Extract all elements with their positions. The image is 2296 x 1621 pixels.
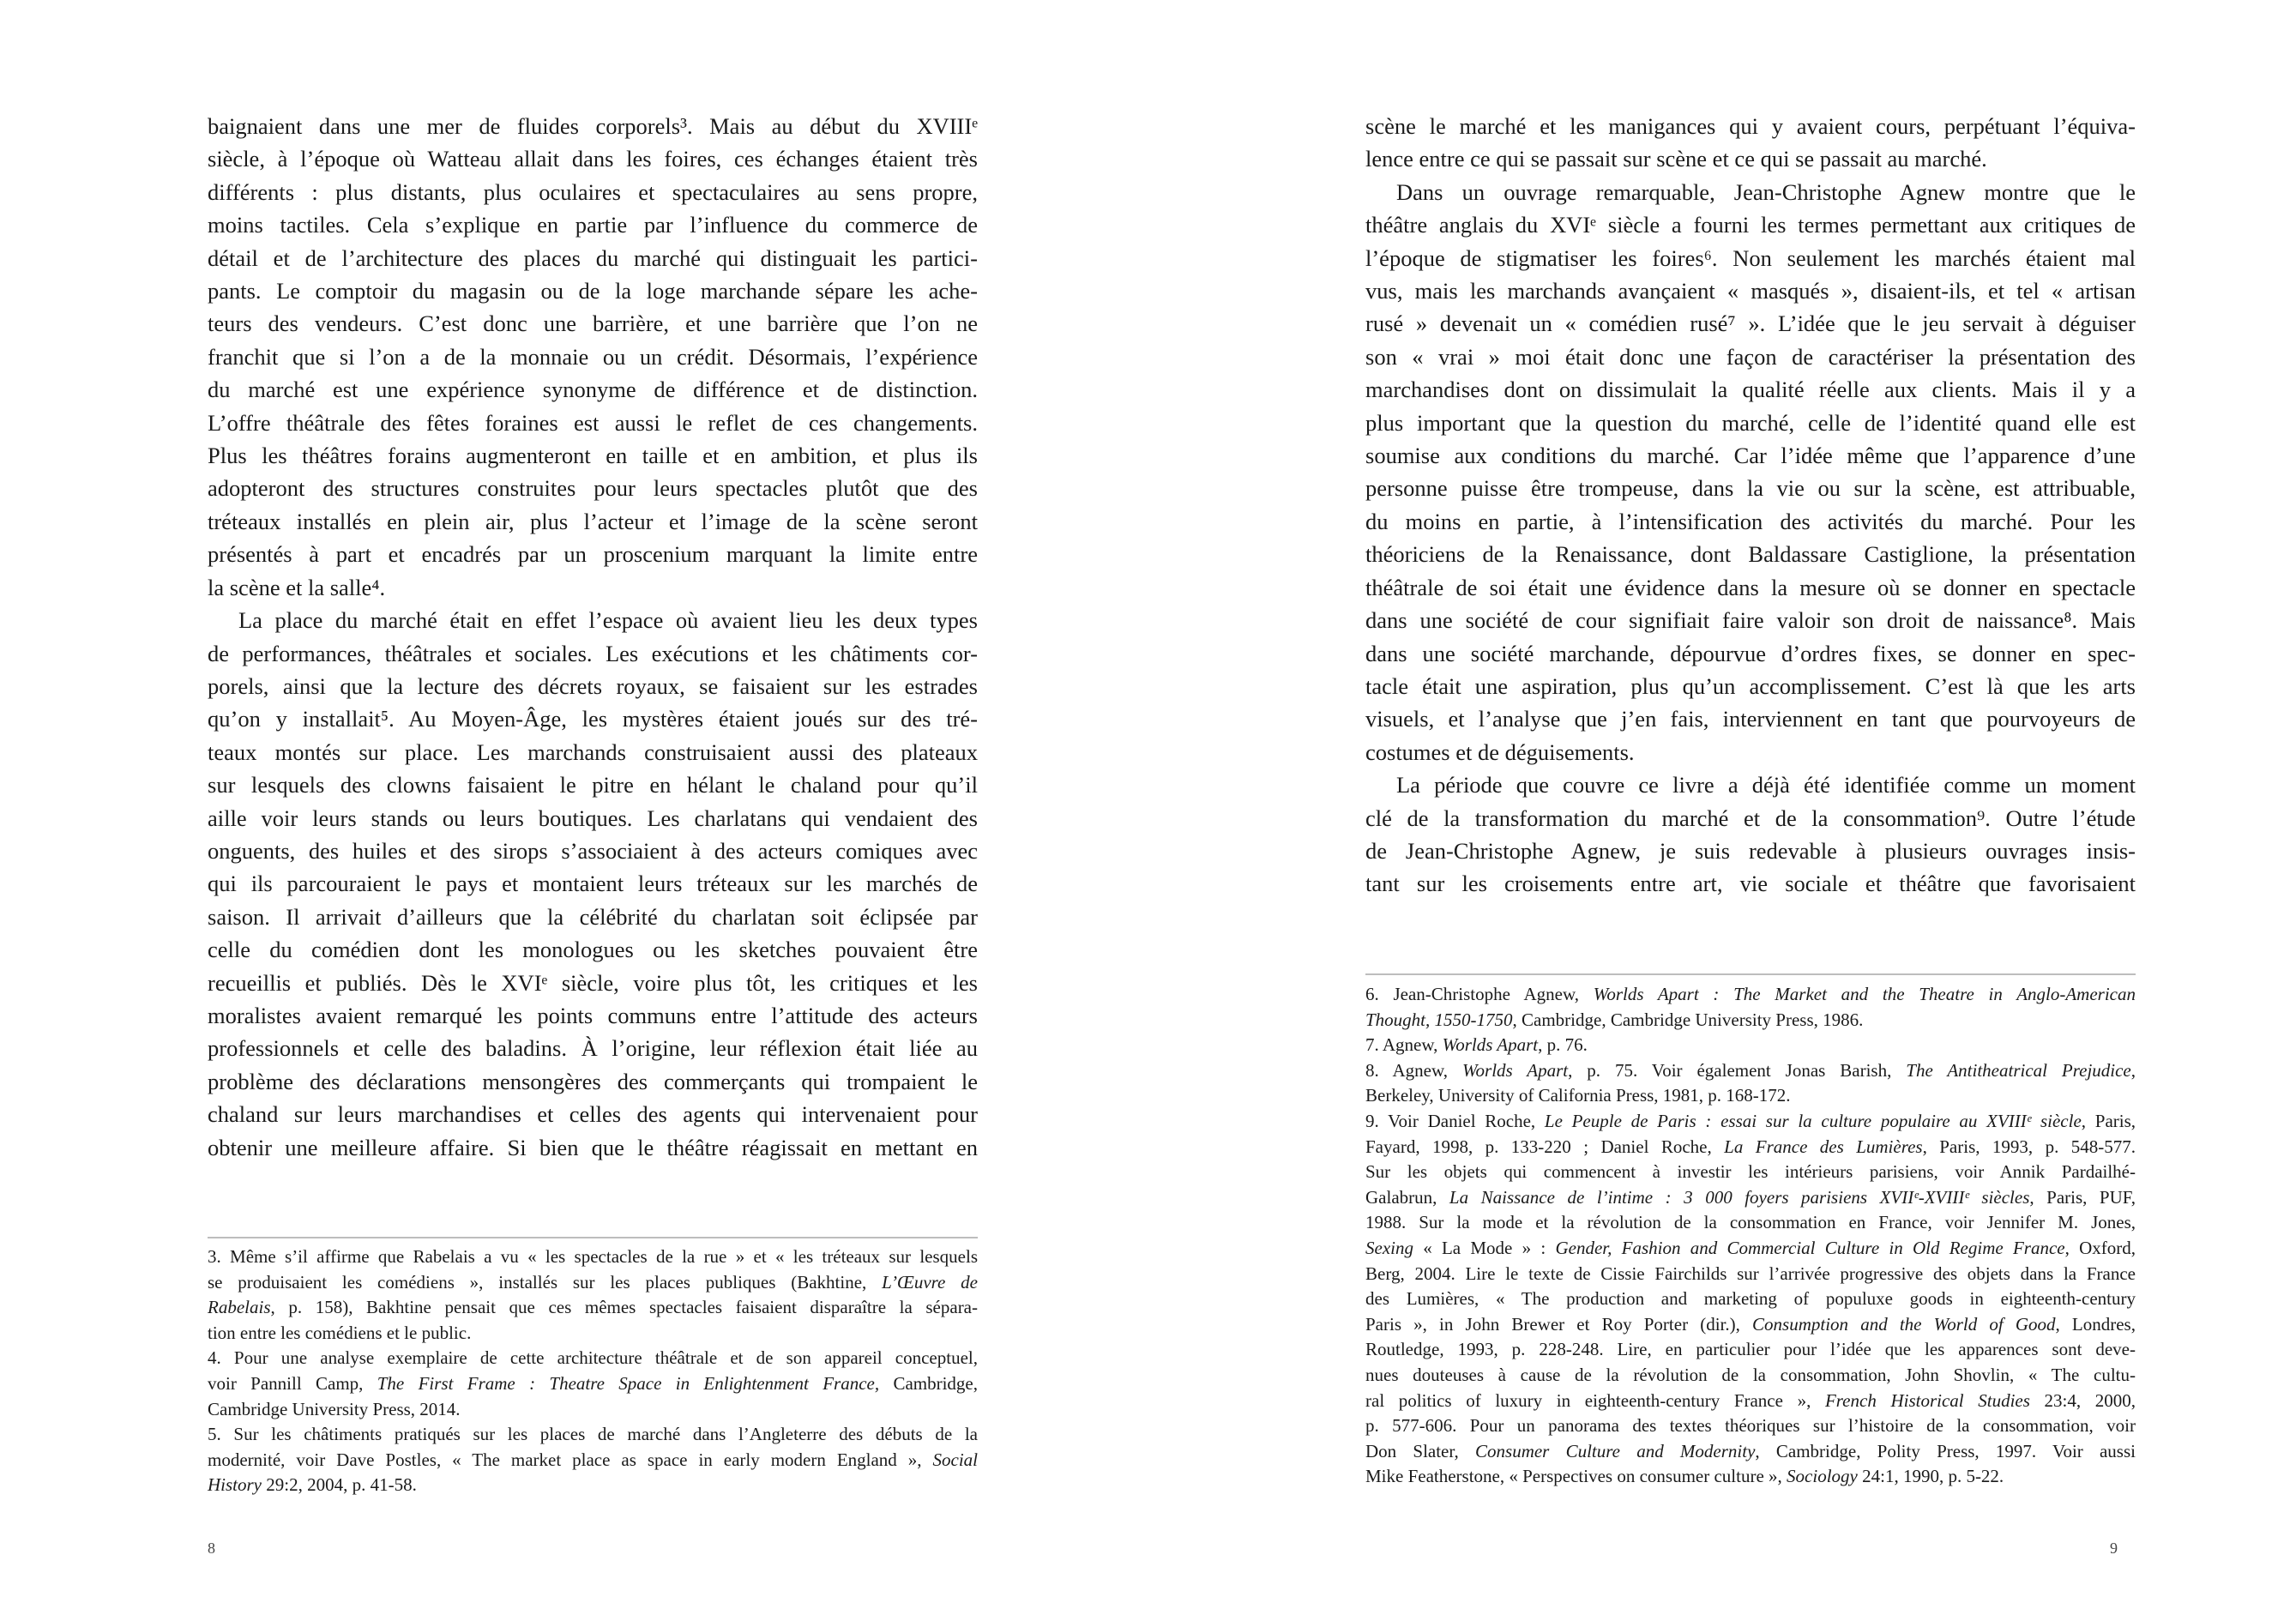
footnote-text: Mike Featherstone, « Perspectives on consumer culture »,: [1365, 1466, 1787, 1487]
text-line: baignaient dans une mer de fluides corporels³. Mais au début du XVIIIᵉ: [208, 113, 978, 139]
text-line: différents : plus distants, plus oculaires et spectaculaires au sens propre,: [208, 178, 978, 205]
footnote-line: [1365, 1413, 2136, 1439]
footnote-line: [208, 1244, 978, 1270]
footnote-line: [208, 1473, 978, 1498]
right-page: [1148, 0, 2295, 1621]
footnote-line: [208, 1295, 978, 1321]
footnote-line: [208, 1448, 978, 1473]
text-line: qui ils parcouraient le pays et montaient leurs tréteaux sur les marchés de: [208, 871, 978, 897]
footnote-line: [208, 1346, 978, 1371]
footnote-line: [1365, 1389, 2136, 1414]
footnote-line: [208, 1397, 978, 1423]
footnote-title: Worlds Apart: [1442, 1034, 1539, 1056]
footnote-title: Thought, 1550-1750: [1365, 1009, 1513, 1030]
footnote-text: Sur les objets qui commencent à investir les intérieurs parisiens, voir Annik Pardailhé-: [1365, 1161, 2136, 1183]
text-line: présentés à part et encadrés par un proscenium marquant la limite entre: [208, 541, 978, 568]
footnote-text: des Lumières, « The production and marketing of populuxe goods in eighteenth-century: [1365, 1288, 2136, 1310]
footnote-title: Worlds Apart : The Market and the Theatre in Anglo-American: [1593, 984, 2136, 1004]
text-line: son « vrai » moi était donc une façon de caractériser la présentation des: [1365, 343, 2136, 370]
footnote-divider: [208, 1237, 978, 1238]
footnote: [1365, 1109, 2136, 1490]
text-line: lence entre ce qui se passait sur scène et ce qui se passait au marché.: [1365, 146, 1987, 172]
footnote-text: Berkeley, University of California Press, 1981, p. 168-172.: [1365, 1085, 1791, 1106]
footnote-line: [1365, 1058, 2136, 1084]
text-line: saison. Il arrivait d’ailleurs que la célébrité du charlatan soit éclipsée par: [208, 903, 978, 930]
text-line: clé de la transformation du marché et de la consommation⁹. Outre l’étude: [1365, 804, 2136, 831]
footnote-title: Sexing: [1365, 1237, 1413, 1258]
text-line: La période que couvre ce livre a déjà été identifiée comme un moment: [1396, 772, 2136, 798]
footnote-title: Le Peuple de Paris : essai sur la culture populaire au XVIIIᵉ siècle: [1544, 1110, 2082, 1131]
text-line: aille voir leurs stands ou leurs boutiques. Les charlatans qui vendaient des: [208, 804, 978, 831]
footnote-text: 8. Agnew,: [1365, 1059, 1462, 1081]
footnote-line: [1365, 1363, 2136, 1389]
paragraph: [1365, 768, 2136, 901]
paragraph: [1365, 110, 2136, 176]
text-line: teurs des vendeurs. C’est donc une barrière, et une barrière que l’on ne: [208, 310, 978, 337]
footnote-text: , Oxford,: [2064, 1237, 2136, 1258]
footnote-line: [208, 1422, 978, 1448]
text-line: Dans un ouvrage remarquable, Jean-Christophe Agnew montre que le: [1396, 178, 2136, 205]
footnote-text: , p. 158), Bakhtine pensait que ces mêmes spectacles faisaient disparaître la sépara-: [270, 1297, 978, 1318]
text-line: marchandises dont on dissimulait la qualité réelle aux clients. Mais il y a: [1365, 377, 2136, 403]
text-line: celle du comédien dont les monologues ou les sketches pouvaient être: [208, 937, 978, 963]
paragraph: [208, 604, 978, 1164]
text-line: du marché est une expérience synonyme de différence et de distinction.: [208, 377, 978, 403]
footnote-line: [208, 1270, 978, 1296]
footnote-text: Berg, 2004. Lire le texte de Cissie Fairchilds sur l’arrivée progressive des objets dans la France: [1365, 1262, 2136, 1284]
page-number: 8: [208, 1540, 215, 1557]
text-line: porels, ainsi que la lecture des décrets royaux, se faisaient sur les estrades: [208, 672, 978, 699]
text-line: costumes et de déguisements.: [1365, 738, 1635, 765]
footnote: [208, 1346, 978, 1422]
text-line: obtenir une meilleure affaire. Si bien que le théâtre réagissait en mettant en: [208, 1134, 978, 1160]
left-footnotes: [208, 1244, 978, 1498]
text-line: professionnels et celle des baladins. À l’origine, leur réflexion était liée au: [208, 1035, 978, 1062]
footnote-text: Routledge, 1993, p. 228-248. Lire, en particulier pour l’idée que les apparences sont deve-: [1365, 1339, 2136, 1360]
footnote-text: voir Pannill Camp,: [208, 1372, 377, 1394]
footnote-text: , Paris, 1993, p. 548-577.: [1922, 1136, 2136, 1157]
footnote-text: nues douteuses à cause de la révolution de la consommation, John Shovlin, « The cultu-: [1365, 1364, 2136, 1385]
footnote-line: [1365, 1312, 2136, 1338]
text-line: rusé » devenait un « comédien rusé⁷ ». L’idée que le jeu servait à déguiser: [1365, 310, 2136, 337]
text-line: franchit que si l’on a de la monnaie ou un crédit. Désormais, l’expérience: [208, 343, 978, 370]
footnote-line: [1365, 1287, 2136, 1312]
footnote-line: [1365, 1109, 2136, 1135]
footnote-text: modernité, voir Dave Postles, « The market place as space in early modern England »,: [208, 1449, 933, 1470]
text-line: tréteaux installés en plein air, plus l’acteur et l’image de la scène seront: [208, 508, 978, 534]
footnote-text: 29:2, 2004, p. 41-58.: [262, 1474, 417, 1496]
footnote-title: Sociology: [1787, 1466, 1858, 1487]
paragraph: [1365, 176, 2136, 768]
footnote-text: 4. Pour une analyse exemplaire de cette architecture théâtrale et de son appareil conceptuel,: [208, 1347, 978, 1369]
text-line: problème des déclarations mensongères des commerçants qui trompaient le: [208, 1068, 978, 1094]
footnote-line: [1365, 1337, 2136, 1363]
footnote-text: « La Mode » :: [1413, 1237, 1556, 1258]
text-line: onguents, des huiles et des sirops s’associaient à des acteurs comiques avec: [208, 837, 978, 864]
footnote-title: La France des Lumières: [1724, 1136, 1923, 1157]
footnote-line: [1365, 1439, 2136, 1465]
right-body-text: [1365, 110, 2136, 901]
footnote-text: Paris », in John Brewer et Roy Porter (dir.),: [1365, 1313, 1753, 1335]
text-line: de performances, théâtrales et sociales. Les exécutions et les châtiments cor-: [208, 640, 978, 666]
footnote-text: tion entre les comédiens et le public.: [208, 1322, 472, 1343]
footnote-title: La Naissance de l’intime : 3 000 foyers parisiens XVIIᵉ-XVIIIᵉ siècles: [1449, 1186, 2030, 1208]
text-line: théoriciens de la Renaissance, dont Baldassare Castiglione, la présentation: [1365, 541, 2136, 568]
footnote: [1365, 1033, 2136, 1058]
footnote-title: Rabelais: [208, 1297, 271, 1318]
footnote-line: [1365, 1236, 2136, 1262]
text-line: tant sur les croisements entre art, vie sociale et théâtre que favorisaient: [1365, 871, 2136, 897]
footnote-text: p. 577-606. Pour un panorama des textes théoriques sur l’histoire de la consommation, voir: [1365, 1415, 2136, 1437]
text-line: théâtrale de soi était une évidence dans la mesure où se donner en spectacle: [1365, 574, 2136, 600]
footnote-text: , Cambridge, Cambridge University Press, 1986.: [1512, 1009, 1864, 1030]
text-line: dans une société de cour signifiait faire valoir son droit de naissance⁸. Mais: [1365, 607, 2136, 634]
footnote-title: The First Frame : Theatre Space in Enlightenment France,: [377, 1372, 880, 1394]
footnote-line: [208, 1371, 978, 1397]
footnote-title: Worlds Apart: [1461, 1059, 1569, 1081]
text-line: plus important que la question du marché, celle de l’identité quand elle est: [1365, 409, 2136, 436]
footnote-text: , Cambridge, Polity Press, 1997. Voir aussi: [1755, 1440, 2136, 1461]
text-line: théâtre anglais du XVIᵉ siècle a fourni les termes permettant aux critiques de: [1365, 212, 2136, 238]
paragraph: [208, 110, 978, 604]
footnote-divider: [1365, 973, 2136, 975]
footnote-title: Consumer Culture and Modernity: [1475, 1440, 1756, 1461]
text-line: du moins en partie, à l’intensification des activités du marché. Pour les: [1365, 508, 2136, 534]
text-line: soumise aux conditions du marché. Car l’idée même que l’apparence d’une: [1365, 443, 2136, 469]
footnote-text: 6. Jean-Christophe Agnew,: [1365, 984, 1594, 1004]
text-line: qu’on y installait⁵. Au Moyen-Âge, les mystères étaient joués sur des tré-: [208, 706, 978, 732]
text-line: sur lesquels des clowns faisaient le pitre en hélant le chaland pour qu’il: [208, 772, 978, 798]
text-line: dans une société marchande, dépourvue d’ordres fixes, se donner en spec-: [1365, 640, 2136, 666]
text-line: visuels, et l’analyse que j’en fais, interviennent en tant que pourvoyeurs de: [1365, 706, 2136, 732]
footnote-line: [1365, 1083, 2136, 1109]
footnote-text: 24:1, 1990, p. 5-22.: [1857, 1466, 2004, 1487]
footnote-text: 3. Même s’il affirme que Rabelais a vu « les spectacles de la rue » et « les tréteaux sur lesquels: [208, 1246, 978, 1267]
footnote-title: Gender, Fashion and Commercial Culture in Old Regime France: [1555, 1237, 2065, 1258]
footnote-title: The Antitheatrical Prejudice: [1906, 1059, 2131, 1081]
footnote-title: Social: [932, 1449, 978, 1470]
right-footnotes: [1365, 982, 2136, 1490]
footnote-text: , p. 75. Voir également Jonas Barish,: [1568, 1059, 1907, 1081]
footnote-title: History: [208, 1474, 262, 1496]
footnote-text: , p. 76.: [1538, 1034, 1588, 1056]
footnote-text: se produisaient les comédiens », installés sur les places publiques (Bakhtine,: [208, 1271, 883, 1293]
page-number: 9: [2110, 1540, 2118, 1557]
footnote-text: 9. Voir Daniel Roche,: [1365, 1110, 1545, 1131]
footnote: [208, 1422, 978, 1498]
text-line: personne puisse être trompeuse, dans la vie ou sur la scène, est attribuable,: [1365, 475, 2136, 502]
footnote-line: [1365, 1033, 2136, 1058]
footnote-text: , Paris, PUF,: [2029, 1186, 2136, 1208]
footnote-title: L’Œuvre de: [882, 1271, 978, 1293]
footnote-line: [1365, 1210, 2136, 1236]
text-line: chaland sur leurs marchandises et celles des agents qui intervenaient pour: [208, 1101, 978, 1128]
footnote-text: Cambridge,: [879, 1372, 979, 1394]
footnote-text: Fayard, 1998, p. 133-220 ; Daniel Roche,: [1365, 1136, 1725, 1157]
footnote: [1365, 1058, 2136, 1109]
text-line: vus, mais les marchands avançaient « masqués », disaient-ils, et tel « artisan: [1365, 278, 2136, 304]
footnote-text: 7. Agnew,: [1365, 1034, 1443, 1056]
footnote-text: ,: [2130, 1059, 2136, 1081]
footnote-text: , Paris,: [2081, 1110, 2136, 1131]
text-line: l’époque de stigmatiser les foires⁶. Non seulement les marchés étaient mal: [1365, 244, 2136, 271]
left-body-text: [208, 110, 978, 1164]
footnote-line: [1365, 1185, 2136, 1211]
text-line: L’offre théâtrale des fêtes foraines est aussi le reflet de ces changements.: [208, 409, 978, 436]
text-line: teaux montés sur place. Les marchands construisaient aussi des plateaux: [208, 738, 978, 765]
footnote-title: French Historical Studies: [1824, 1389, 2030, 1411]
text-line: la scène et la salle⁴.: [208, 574, 386, 600]
footnote-line: [1365, 982, 2136, 1008]
footnote-text: , Londres,: [2055, 1313, 2136, 1335]
footnote-line: [1365, 1464, 2136, 1490]
footnote-text: Don Slater,: [1365, 1440, 1476, 1461]
footnote-line: [1365, 1262, 2136, 1287]
footnote-line: [1365, 1135, 2136, 1160]
footnote-text: 5. Sur les châtiments pratiqués sur les places de marché dans l’Angleterre des débuts de la: [208, 1424, 978, 1445]
footnote-line: [208, 1321, 978, 1347]
footnote-text: Galabrun,: [1365, 1186, 1449, 1208]
footnote-text: Cambridge University Press, 2014.: [208, 1398, 461, 1419]
text-line: moins tactiles. Cela s’explique en partie par l’influence du commerce de: [208, 212, 978, 238]
footnote-line: [1365, 1160, 2136, 1185]
footnote-title: Consumption and the World of Good: [1752, 1313, 2056, 1335]
text-line: tacle était une aspiration, plus qu’un accomplissement. C’est là que les arts: [1365, 672, 2136, 699]
footnote-line: [1365, 1008, 2136, 1033]
text-line: La place du marché était en effet l’espace où avaient lieu les deux types: [238, 607, 978, 634]
text-line: scène le marché et les manigances qui y avaient cours, perpétuant l’équiva-: [1365, 113, 2136, 139]
footnote: [1365, 982, 2136, 1033]
text-line: Plus les théâtres forains augmenteront en taille et en ambition, et plus ils: [208, 443, 978, 469]
text-line: siècle, à l’époque où Watteau allait dans les foires, ces échanges étaient très: [208, 146, 978, 172]
footnote: [208, 1244, 978, 1346]
text-line: recueillis et publiés. Dès le XVIᵉ siècle, voire plus tôt, les critiques et les: [208, 969, 978, 996]
text-line: de Jean-Christophe Agnew, je suis redevable à plusieurs ouvrages insis-: [1365, 837, 2136, 864]
footnote-text: 1988. Sur la mode et la révolution de la consommation en France, voir Jennifer M. Jones,: [1365, 1212, 2136, 1233]
text-line: moralistes avaient remarqué les points communs entre l’attitude des acteurs: [208, 1002, 978, 1028]
footnote-text: 23:4, 2000,: [2029, 1389, 2136, 1411]
text-line: détail et de l’architecture des places du marché qui distinguait les partici-: [208, 244, 978, 271]
text-line: adopteront des structures construites pour leurs spectacles plutôt que des: [208, 475, 978, 502]
text-line: pants. Le comptoir du magasin ou de la loge marchande sépare les ache-: [208, 278, 978, 304]
footnote-text: ral politics of luxury in eighteenth-century France »,: [1365, 1389, 1825, 1411]
